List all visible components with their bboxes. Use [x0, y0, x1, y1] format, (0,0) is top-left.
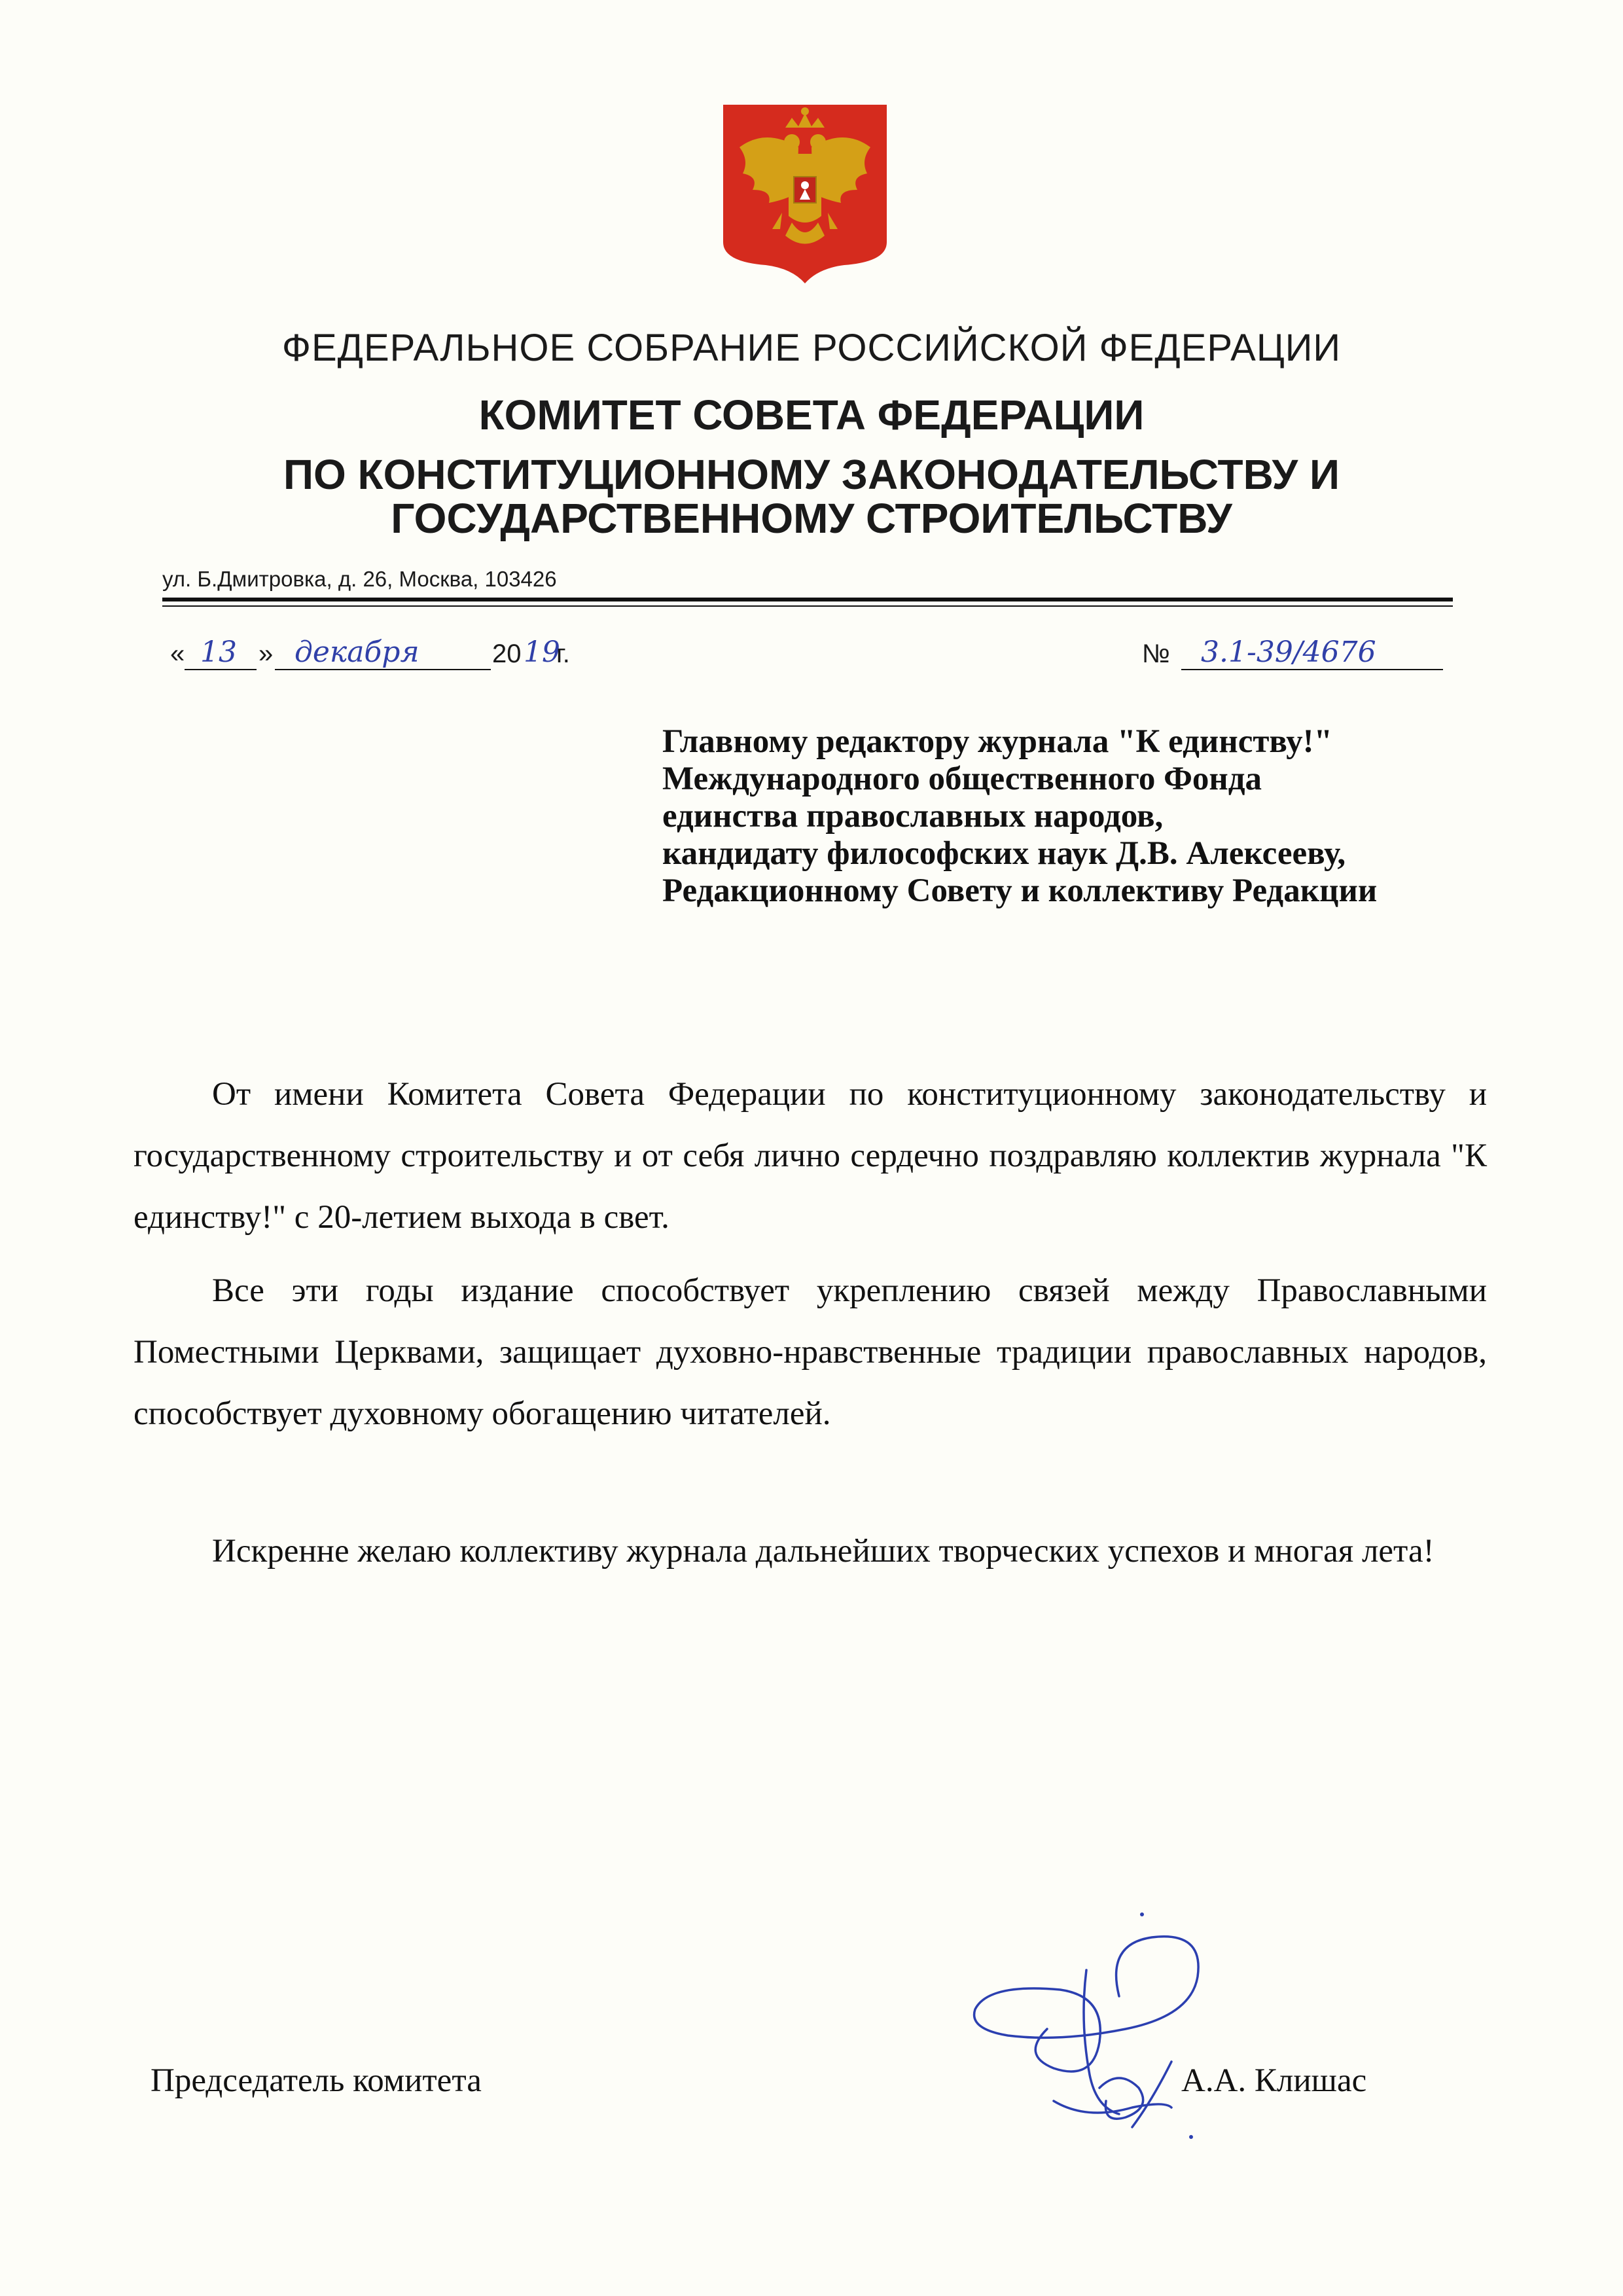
addressee-line: Международного общественного Фонда — [662, 761, 1262, 797]
addressee-line: единства православных народов, — [662, 798, 1164, 834]
addressee-block — [662, 723, 1513, 910]
date-year-prefix: 20 — [492, 639, 522, 668]
body-paragraph: Искренне желаю коллективу журнала дальнейших творческих успехов и многая лета! — [212, 1533, 1435, 1570]
handwritten-signature — [955, 1905, 1230, 2140]
addressee-line: Главному редактору журнала "К единству!" — [662, 723, 1332, 760]
date-field — [170, 635, 589, 674]
reference-label: № — [1142, 639, 1170, 668]
signatory-title: Председатель комитета — [151, 2062, 482, 2099]
committee-address: ул. Б.Дмитровка, д. 26, Москва, 103426 — [162, 567, 557, 591]
header-divider-thin — [162, 605, 1453, 607]
date-close-quote: » — [259, 639, 274, 668]
committee-title-line1: КОМИТЕТ СОВЕТА ФЕДЕРАЦИИ — [478, 391, 1145, 439]
addressee-line: Редакционному Совету и коллективу Редакции — [662, 872, 1378, 909]
reference-number-field — [1142, 635, 1443, 674]
committee-title-line2: ПО КОНСТИТУЦИОННОМУ ЗАКОНОДАТЕЛЬСТВУ И — [283, 451, 1340, 498]
reference-number: 3.1-39/4676 — [1201, 636, 1376, 669]
date-year-suffix-g: г. — [556, 639, 570, 668]
coat-of-arms-icon — [720, 101, 890, 285]
assembly-title: ФЕДЕРАЛЬНОЕ СОБРАНИЕ РОССИЙСКОЙ ФЕДЕРАЦИИ — [281, 327, 1342, 369]
date-day: 13 — [200, 636, 237, 669]
date-open-quote: « — [170, 639, 185, 668]
body-paragraph: От имени Комитета Совета Федерации по конституционному законодательству и государственному строительству и от себя лично сердечно поздравляю коллектив журнала "К единству!" с 20-летием выхода в свет. — [134, 1076, 1487, 1236]
date-month: декабря — [294, 636, 419, 669]
body-paragraph: Все эти годы издание способствует укреплению связей между Православными Поместными Церквами, защищает духовно-нравственные традиции православных народов, способствует духовному обогащению читателей. — [134, 1272, 1487, 1432]
header-divider-thick — [162, 598, 1453, 601]
committee-title-line3: ГОСУДАРСТВЕННОМУ СТРОИТЕЛЬСТВУ — [391, 495, 1232, 542]
signatory-name: А.А. Клишас — [1181, 2062, 1367, 2099]
addressee-line: кандидату философских наук Д.В. Алексееву, — [662, 835, 1346, 872]
date-year-suffix: 19 — [524, 636, 560, 669]
